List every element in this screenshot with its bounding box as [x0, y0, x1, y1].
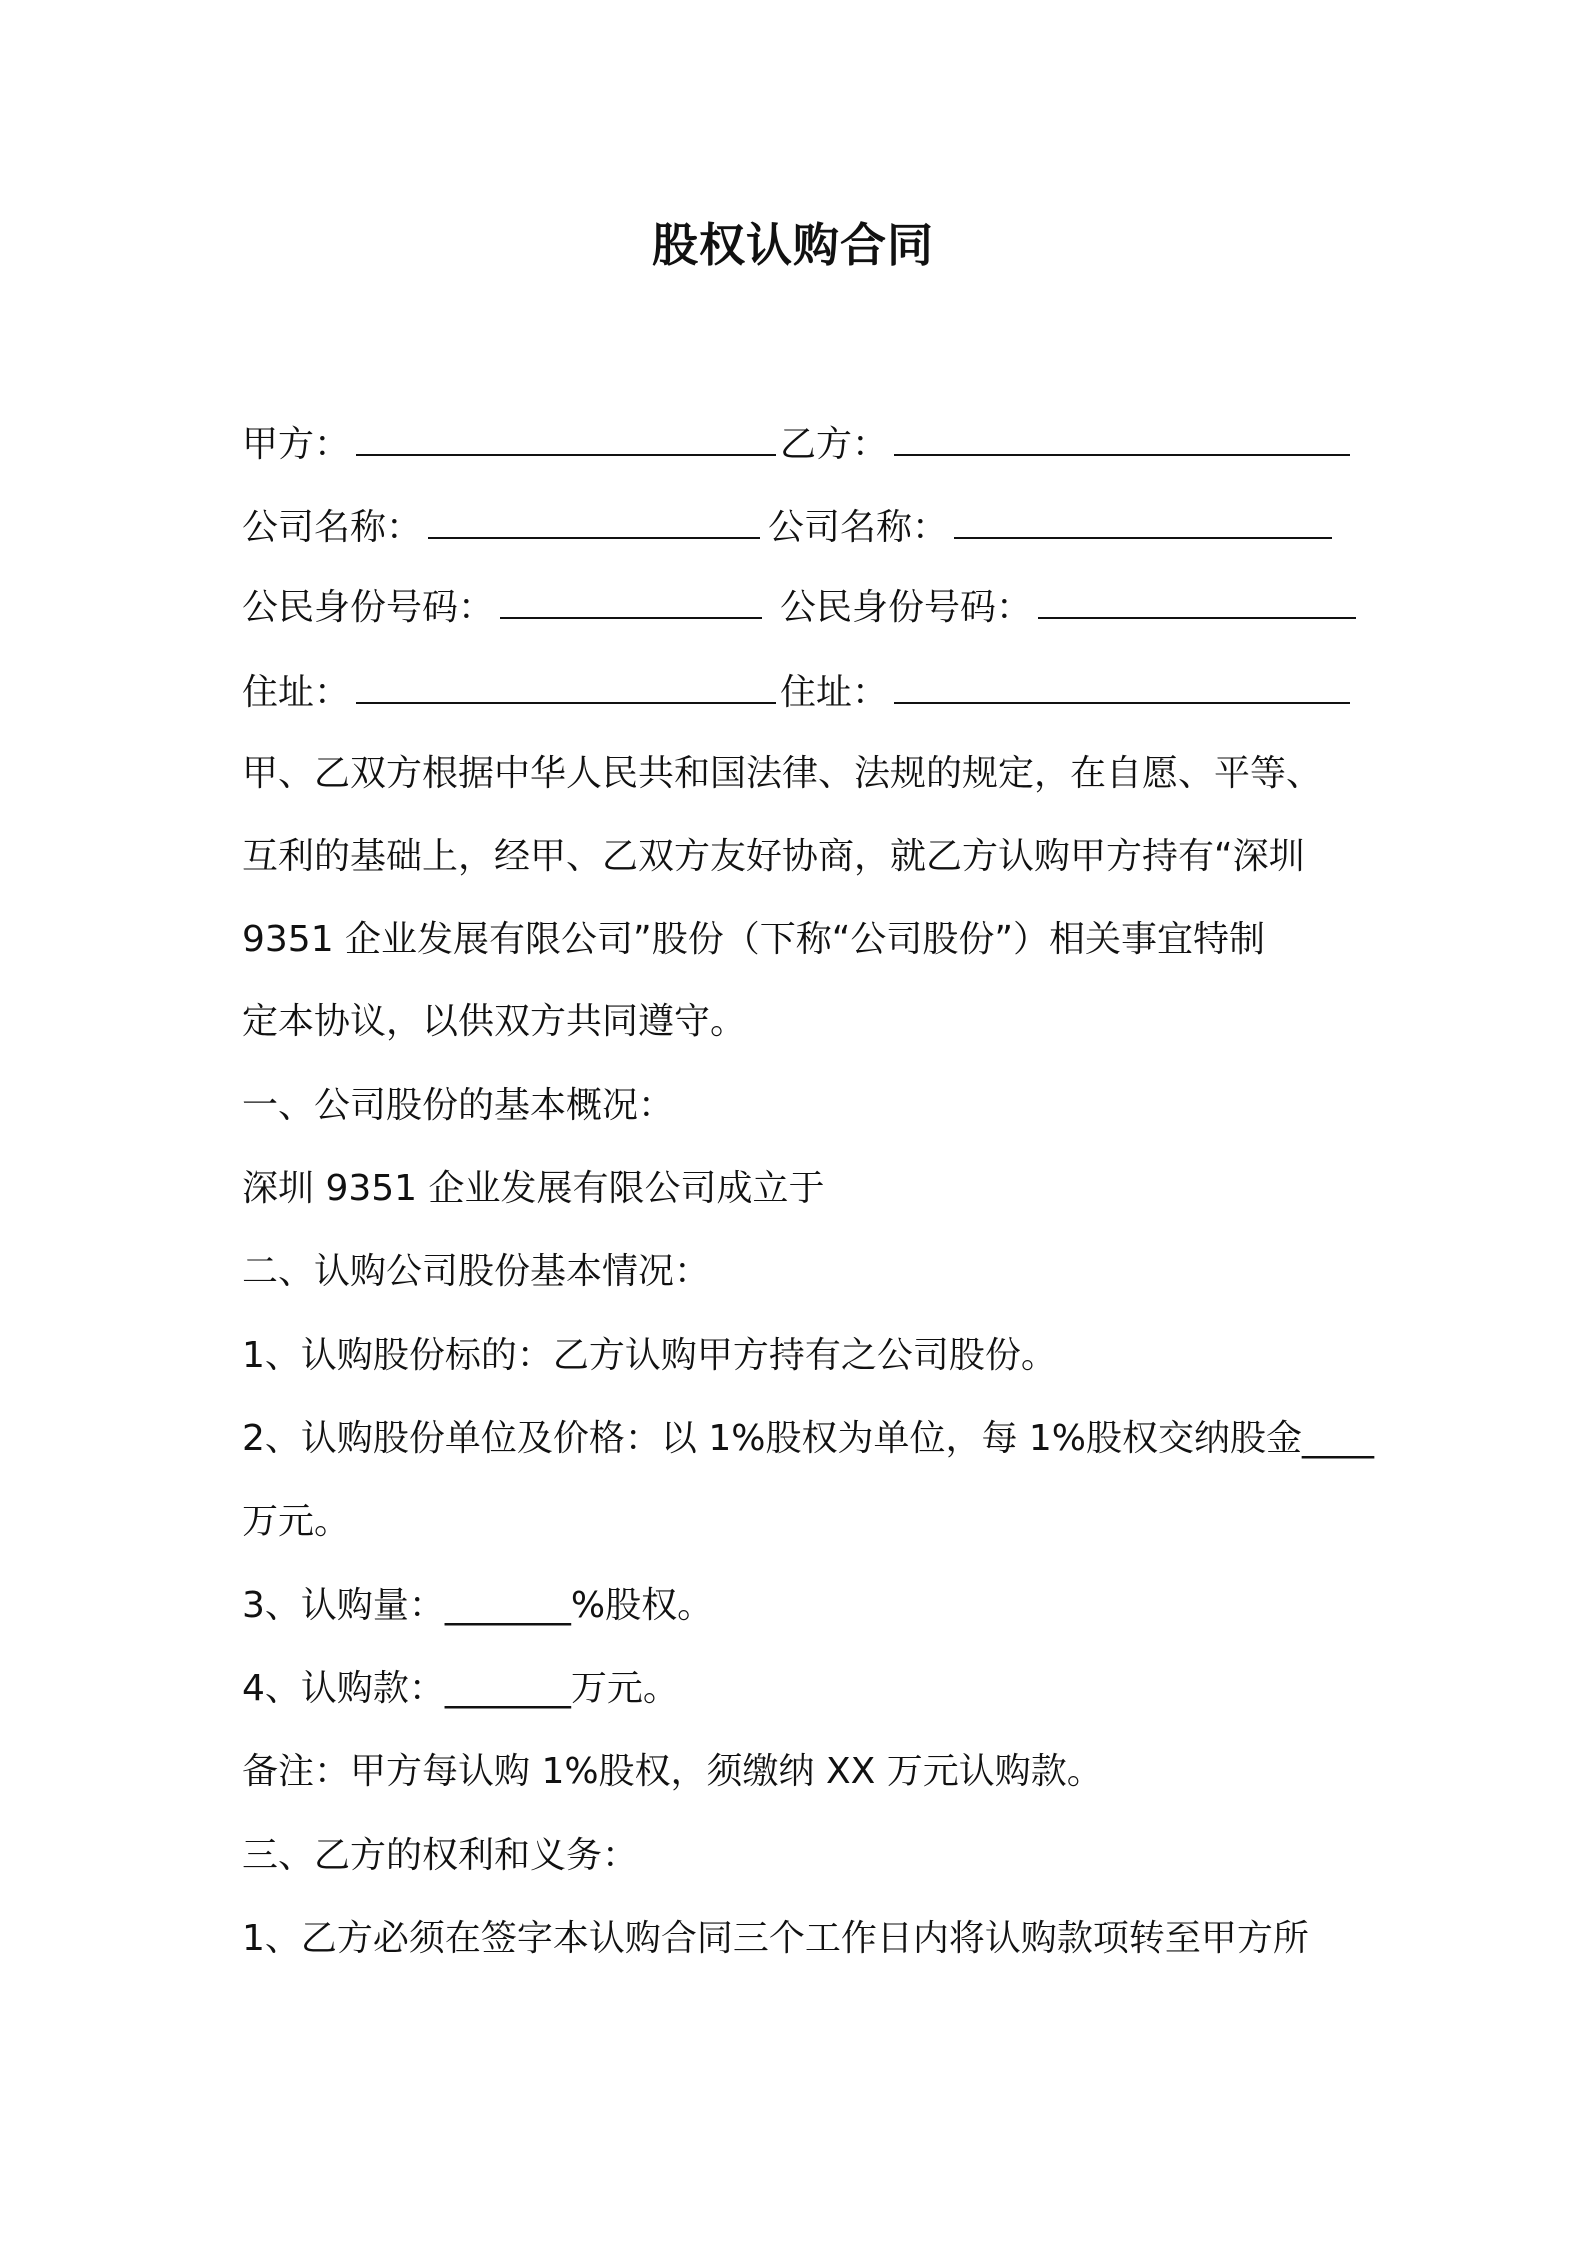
- id-a-label: 公民身份号码：: [242, 587, 495, 628]
- id-b-blank: [1038, 583, 1356, 619]
- intro-line: 甲、乙双方根据中华人民共和国法律、法规的规定，在自愿、平等、: [242, 753, 1323, 794]
- address-a-label: 住址：: [242, 672, 351, 713]
- section-heading: 一、公司股份的基本概况：: [242, 1085, 675, 1126]
- intro-line: 定本协议，以供双方共同遵守。: [242, 1001, 747, 1042]
- section-text: 深圳 9351 企业发展有限公司成立于: [242, 1168, 825, 1209]
- intro-line: 互利的基础上，经甲、乙双方友好协商，就乙方认购甲方持有“深圳: [242, 836, 1305, 877]
- clause-item: 1、乙方必须在签字本认购合同三个工作日内将认购款项转至甲方所: [242, 1918, 1309, 1959]
- clause-item: [242, 1665, 679, 1713]
- section-heading: 三、乙方的权利和义务：: [242, 1835, 639, 1876]
- clause-item: 1、认购股份标的：乙方认购甲方持有之公司股份。: [242, 1335, 1057, 1376]
- id-b-label: 公民身份号码：: [780, 587, 1033, 628]
- id-row: [242, 583, 762, 632]
- clause-text: %股权。: [570, 1585, 714, 1626]
- company-a-label: 公司名称：: [242, 507, 423, 548]
- section-heading: 二、认购公司股份基本情况：: [242, 1251, 711, 1292]
- clause-item: [242, 1415, 1374, 1463]
- clause-item-continued: 万元。: [242, 1501, 351, 1542]
- party-a-label: 甲方：: [242, 424, 351, 465]
- payment-blank: _______: [444, 1668, 571, 1709]
- party-b-label: 乙方：: [780, 424, 889, 465]
- clause-text: 万元。: [570, 1668, 679, 1709]
- address-b-label: 住址：: [780, 672, 889, 713]
- document-title: 股权认购合同: [652, 218, 934, 272]
- party-a-blank: [356, 420, 776, 456]
- company-row: [242, 503, 760, 552]
- party-b-blank: [894, 420, 1350, 456]
- party-row-right: [780, 420, 1350, 469]
- party-row: [242, 420, 776, 469]
- company-b-blank: [954, 503, 1332, 539]
- intro-line: 9351 企业发展有限公司”股份（下称“公司股份”）相关事宜特制: [242, 919, 1266, 960]
- address-b-blank: [894, 668, 1350, 704]
- quantity-blank: _______: [444, 1585, 571, 1626]
- company-b-label: 公司名称：: [768, 507, 949, 548]
- id-a-blank: [500, 583, 762, 619]
- address-row-right: [780, 668, 1350, 717]
- amount-blank: ____: [1302, 1418, 1375, 1459]
- clause-text: 4、认购款：: [242, 1668, 445, 1709]
- clause-item: [242, 1582, 713, 1630]
- address-row: [242, 668, 776, 717]
- company-a-blank: [428, 503, 760, 539]
- company-row-right: [768, 503, 1332, 552]
- id-row-right: [780, 583, 1356, 632]
- clause-text: 3、认购量：: [242, 1585, 445, 1626]
- clause-text: 2、认购股份单位及价格：以 1%股权为单位，每 1%股权交纳股金: [242, 1418, 1303, 1459]
- remark: 备注：甲方每认购 1%股权，须缴纳 XX 万元认购款。: [242, 1751, 1103, 1792]
- address-a-blank: [356, 668, 776, 704]
